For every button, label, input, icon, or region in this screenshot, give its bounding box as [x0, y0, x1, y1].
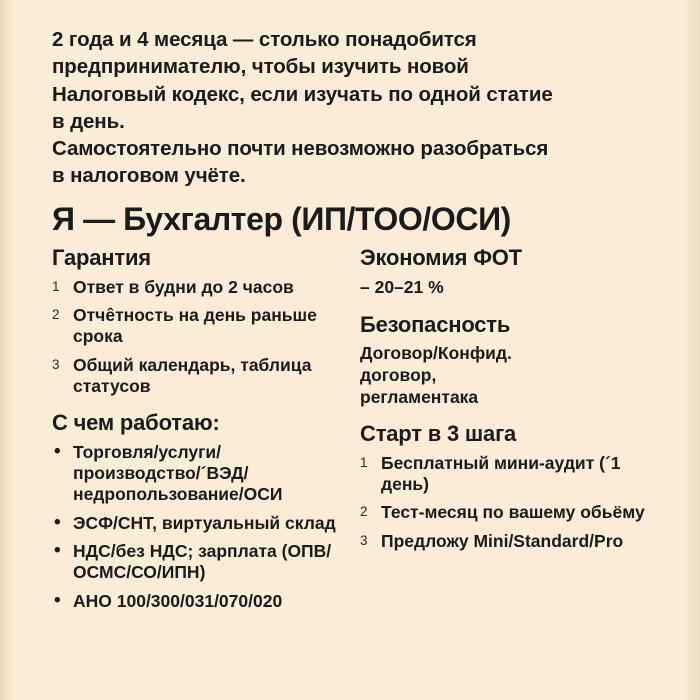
item-text: Тест-месяц по вашему обьёму	[381, 502, 645, 523]
security-section	[360, 312, 652, 409]
bullet-icon: •	[54, 511, 61, 533]
item-text: Отчêтность на день раньше срока	[73, 304, 317, 347]
item-number: 1	[360, 454, 368, 470]
list-item	[360, 453, 652, 496]
item-text: Общий календарь, таблица статусов	[73, 354, 312, 396]
item-number: 1	[52, 278, 60, 294]
start-section	[360, 421, 652, 552]
intro-paragraph	[52, 26, 664, 190]
list-item	[360, 502, 652, 523]
list-item	[52, 591, 338, 612]
start-title: Старт в 3 шага	[360, 421, 517, 447]
intro-line: в день.	[52, 109, 125, 133]
security-line: регламентака	[360, 386, 479, 407]
left-column	[52, 245, 338, 619]
page-title: Я — Бухгалтер (ИП/ТОО/ОСИ)	[52, 200, 511, 237]
bullet-icon: •	[54, 590, 61, 611]
list-item	[52, 355, 338, 398]
intro-line: предпринимателю, чтобы изучить новой	[52, 55, 469, 79]
scope-list	[52, 442, 338, 612]
scope-title: С чем работаю:	[52, 410, 220, 436]
item-text: Ответ в будни до 2 часов	[73, 276, 294, 297]
guarantee-list	[52, 277, 338, 398]
list-item	[52, 513, 338, 534]
scope-section	[52, 410, 338, 612]
payroll-title: Экономия ФОТ	[360, 245, 522, 271]
intro-line: Налоговый кодекс, если изучать по одной статие	[52, 82, 553, 106]
list-item	[52, 305, 338, 348]
list-item	[52, 541, 338, 584]
item-text: Торговля/услуги/ производство/´ВЭД/ недропользование/ОСИ	[73, 441, 283, 505]
intro-line: 2 года и 4 месяца — столько понадобится	[52, 28, 477, 51]
list-item	[52, 442, 338, 506]
security-title: Безопасность	[360, 311, 511, 337]
intro-line: в налоговом учёте.	[52, 164, 246, 188]
item-text: НДС/без НДС; зарплата (ОПВ/ОСМС/СО/ИПН)	[73, 541, 332, 583]
item-number: 2	[360, 504, 368, 520]
payroll-value: – 20–21 %	[360, 276, 444, 297]
bullet-icon: •	[54, 540, 61, 562]
two-column-body	[52, 245, 664, 619]
intro-line: Самостоятельно почти невозможно разобраться	[52, 137, 549, 160]
item-number: 3	[52, 356, 60, 372]
list-item	[52, 277, 338, 298]
start-list	[360, 453, 652, 552]
item-text: Предложу Mini/Standard/Pro	[381, 530, 624, 551]
bullet-icon: •	[54, 440, 61, 462]
item-number: 2	[52, 306, 60, 322]
guarantee-section	[52, 245, 338, 397]
guarantee-title: Гарантия	[52, 245, 151, 271]
security-line: договор,	[360, 364, 437, 385]
security-line: Договор/Конфид.	[360, 342, 512, 363]
list-item	[360, 531, 652, 552]
item-text: АНО 100/300/031/070/020	[73, 590, 283, 611]
item-text: ЭСФ/СНТ, виртуальный склад	[73, 512, 336, 533]
payroll-section	[360, 245, 652, 298]
right-column	[360, 245, 652, 559]
security-text	[360, 343, 652, 409]
item-number: 3	[360, 532, 368, 548]
item-text: Бесплатный мини-аудит (´1 день)	[381, 452, 621, 495]
